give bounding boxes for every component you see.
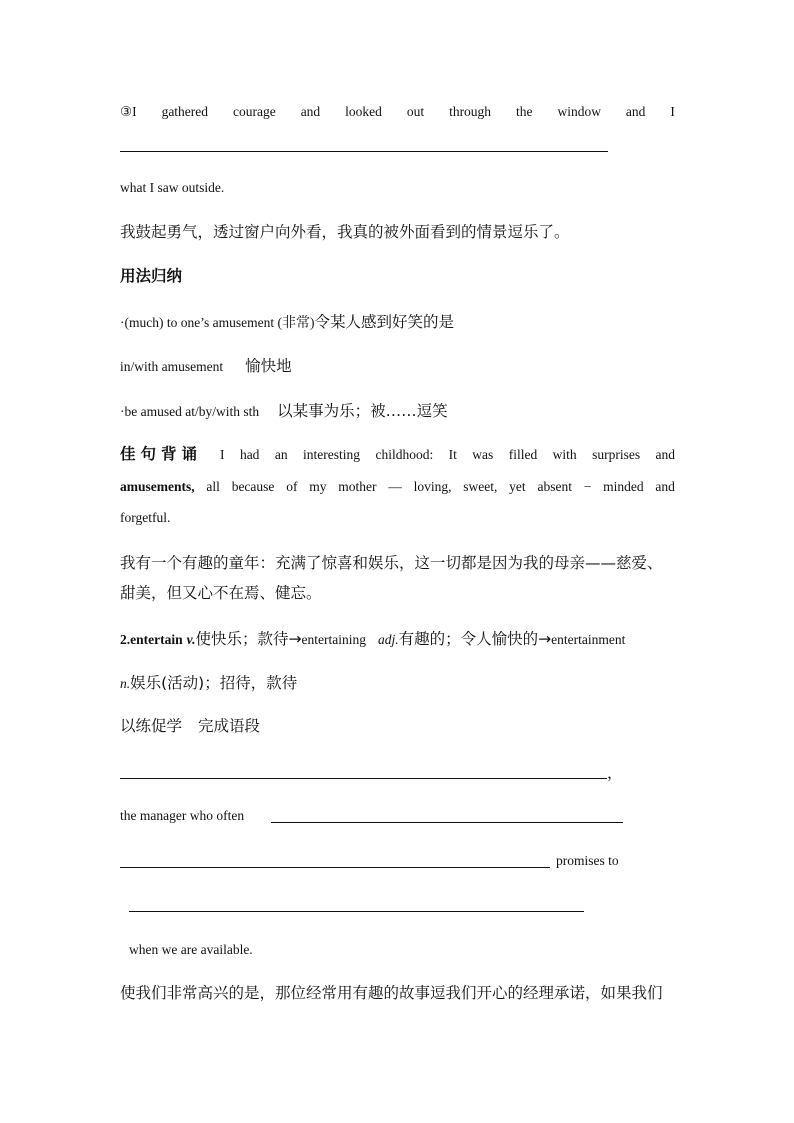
ex3-word: window: [557, 104, 601, 119]
ex3-word: and: [300, 104, 321, 119]
answer-blank[interactable]: [129, 911, 584, 912]
practice-line-3: promises to: [556, 853, 619, 868]
headword: entertain: [130, 632, 183, 647]
usage-item-2: in/with amusement 愉快地: [120, 357, 292, 375]
usage-item-3: ·be amused at/by/with sth 以某事为乐；被……逗笑: [120, 402, 448, 420]
practice-translation: 使我们非常高兴的是，那位经常用有趣的故事逗我们开心的经理承诺，如果我们: [120, 984, 663, 1002]
sentence-line-2: amusements, all because of my mother — loving, sweet, yet absent − minded and: [120, 479, 675, 494]
ex3-word: and: [625, 104, 646, 119]
practice-comma: ，: [607, 764, 623, 782]
ex3-continuation: what I saw outside.: [120, 180, 225, 195]
ex3-word: the: [516, 104, 533, 119]
sentence-translation-1: 我有一个有趣的童年：充满了惊喜和娱乐，这一切都是因为我的母亲——慈爱、: [120, 554, 663, 572]
answer-blank[interactable]: [120, 867, 550, 868]
answer-blank[interactable]: [120, 778, 607, 779]
ex3-translation: 我鼓起勇气，透过窗户向外看，我真的被外面看到的情景逗乐了。: [120, 223, 570, 241]
sentence-line-1: 佳句背诵 I had an interesting childhood: It was filled with surprises and: [120, 445, 675, 463]
entry2-line-1: 2.entertain v.使快乐；款待→entertaining adj.有趣的；令人愉快的→entertainment: [120, 630, 626, 648]
usage-item-1: ·(much) to one’s amusement (非常)令某人感到好笑的是: [120, 313, 454, 331]
ex3-word: out: [406, 104, 425, 119]
practice-line-5: when we are available.: [129, 942, 253, 957]
entry2-line-2: n.娱乐(活动)；招待，款待: [120, 674, 298, 692]
sentence-translation-2: 甜美，但又心不在焉、健忘。: [120, 584, 322, 602]
ex3-word: ③I: [120, 104, 137, 119]
ex3-word: through: [449, 104, 492, 119]
ex3-word: I: [670, 104, 675, 119]
sentence-line-3: forgetful.: [120, 510, 171, 525]
circled-three-marker: ③: [120, 104, 133, 119]
answer-blank[interactable]: [271, 822, 623, 823]
usage-heading: 用法归纳: [120, 267, 183, 285]
ex3-sentence: [120, 105, 675, 119]
practice-heading: 以练促学 完成语段: [120, 717, 261, 735]
answer-blank[interactable]: [120, 151, 608, 152]
arrow-icon: →: [538, 630, 552, 648]
arrow-icon: →: [288, 630, 302, 648]
ex3-word: gathered: [161, 104, 209, 119]
ex3-word: looked: [345, 104, 382, 119]
practice-line-2: the manager who often: [120, 808, 245, 823]
sentence-label: 佳句背诵: [120, 445, 203, 463]
ex3-word: courage: [233, 104, 276, 119]
